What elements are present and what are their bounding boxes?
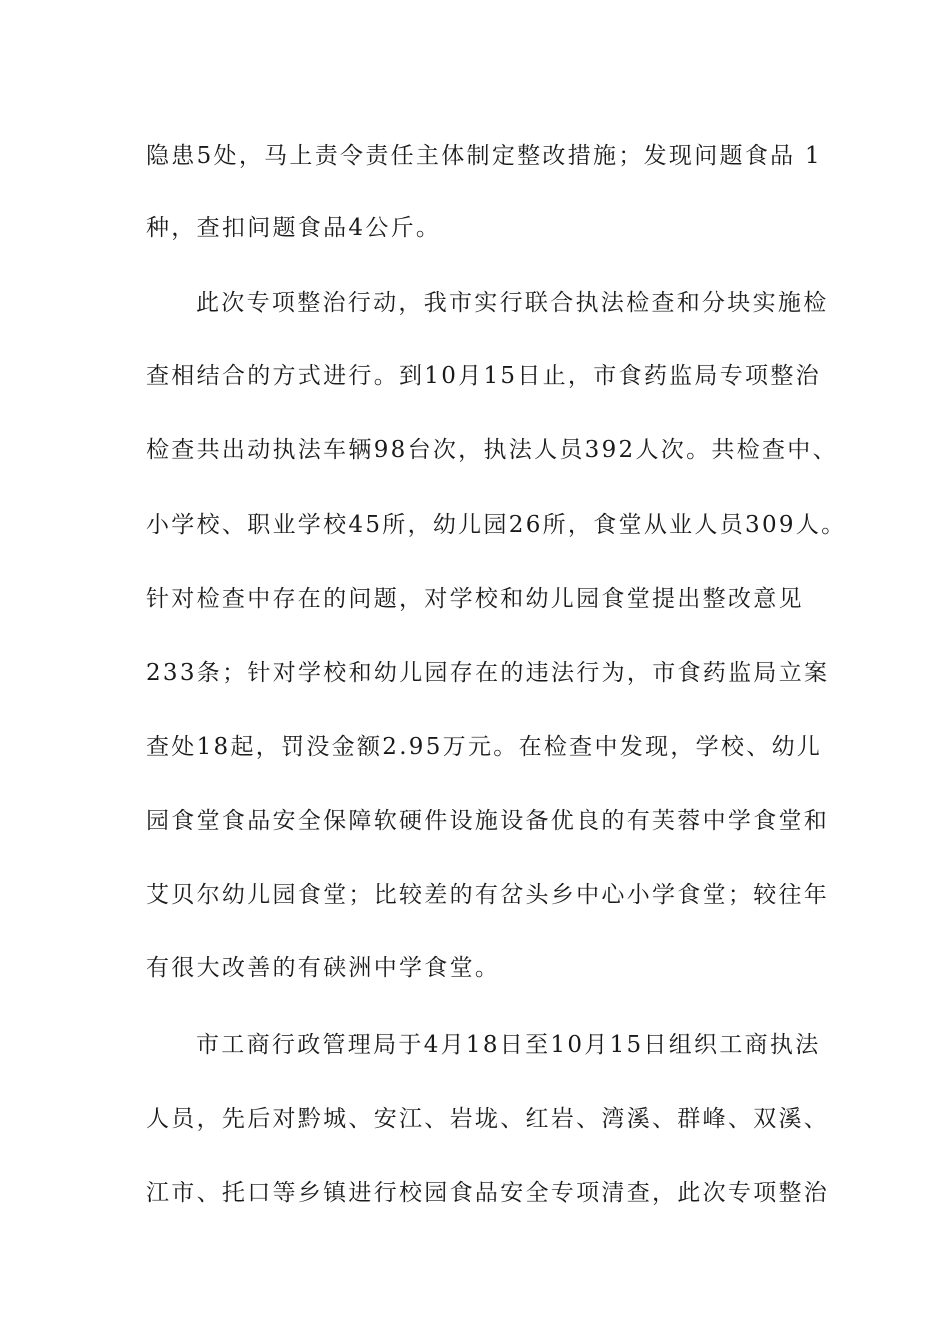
paragraph-first-line: 此次专项整治行动，我市实行联合执法检查和分块实施检 — [196, 290, 829, 316]
paragraph-line: 江市、托口等乡镇进行校园食品安全专项清查，此次专项整治 — [146, 1180, 830, 1206]
paragraph-first-line: 市工商行政管理局于4月18日至10月15日组织工商执法 — [196, 1032, 821, 1058]
paragraph-line: 检查共出动执法车辆98台次，执法人员392人次。共检查中、 — [146, 437, 838, 463]
paragraph-line: 查相结合的方式进行。到10月15日止，市食药监局专项整治 — [146, 363, 821, 389]
paragraph-line: 种，查扣问题食品4公斤。 — [146, 215, 442, 241]
paragraph-line: 隐患5处，马上责令责任主体制定整改措施；发现问题食品 1 — [146, 143, 822, 169]
paragraph-line: 查处18起，罚没金额2.95万元。在检查中发现，学校、幼儿 — [146, 734, 823, 760]
paragraph-line: 园食堂食品安全保障软硬件设施设备优良的有芙蓉中学食堂和 — [146, 808, 830, 834]
paragraph-line: 小学校、职业学校45所，幼儿园26所，食堂从业人员309人。 — [146, 512, 847, 538]
paragraph-line: 针对检查中存在的问题，对学校和幼儿园食堂提出整改意见 — [146, 586, 804, 612]
paragraph-line: 人员，先后对黔城、安江、岩垅、红岩、湾溪、群峰、双溪、 — [146, 1106, 830, 1132]
paragraph-line: 有很大改善的有硖洲中学食堂。 — [146, 955, 501, 981]
paragraph-line: 233条；针对学校和幼儿园存在的违法行为，市食药监局立案 — [146, 660, 830, 686]
paragraph-line: 艾贝尔幼儿园食堂；比较差的有岔头乡中心小学食堂；较往年 — [146, 882, 830, 908]
